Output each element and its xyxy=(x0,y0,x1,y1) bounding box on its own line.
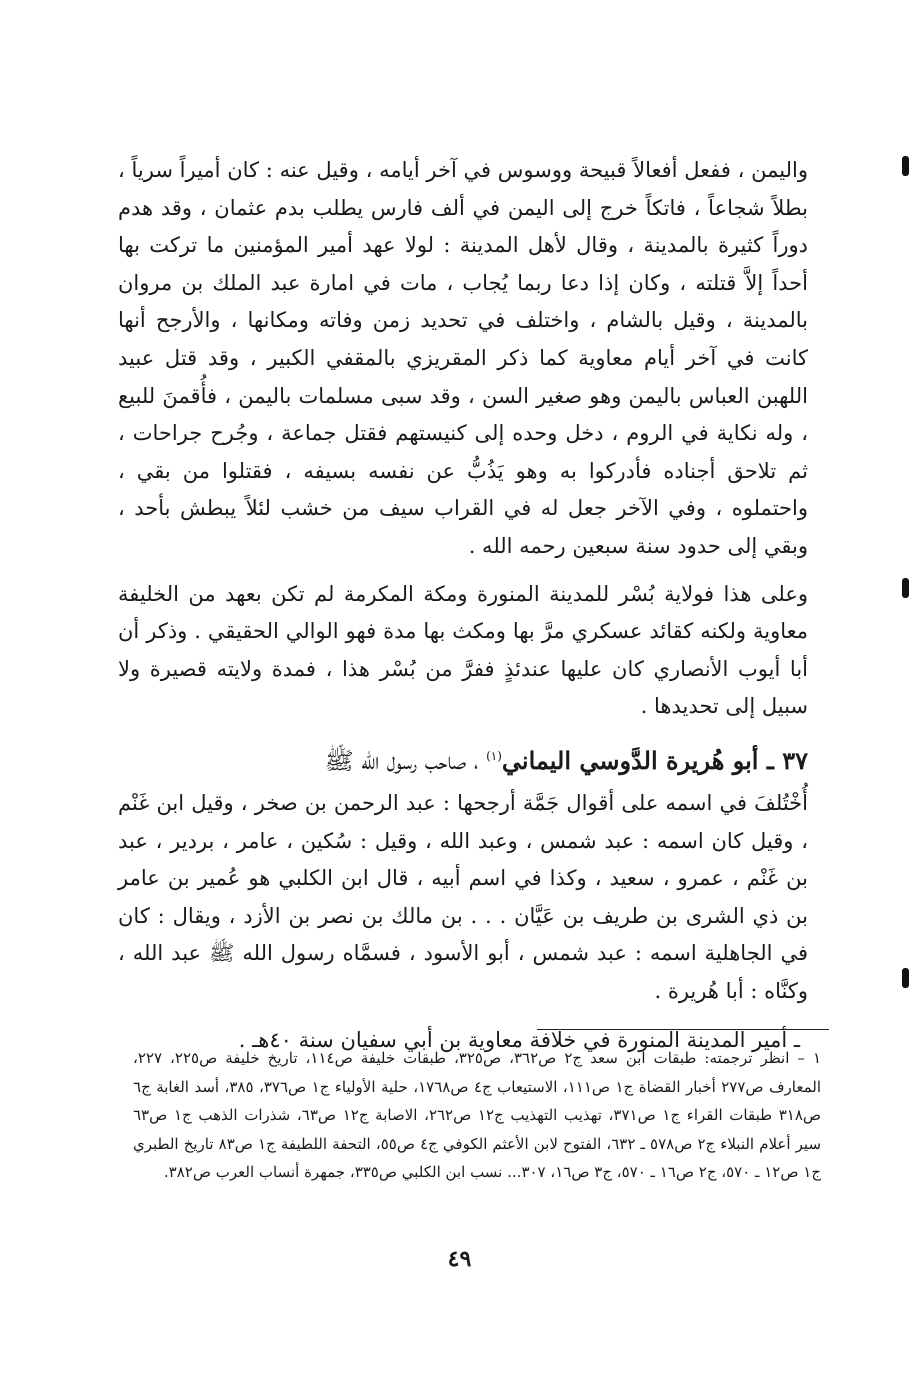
margin-mark xyxy=(902,578,909,598)
entry-subtitle: ، صاحب رسول الله ﷺ xyxy=(324,746,487,775)
page-number: ٤٩ xyxy=(447,1246,472,1272)
note-line: ـ أمير المدينة المنورة في خلافة معاوية بن أبي سفيان سنة ٤٠هـ . xyxy=(238,1028,800,1053)
entry-heading xyxy=(118,736,808,781)
margin-mark xyxy=(902,156,909,176)
paragraph: واليمن ، ففعل أفعالاً قبيحة ووسوس في آخر أيامه ، وقيل عنه : كان أميراً سرياً ، بطلاً شجاعاً ، فاتكاً خرج إلى اليمن في ألف فارس يطلب بدم عثمان ، وقد هدم دوراً كثيرة بالمدينة ، وقال لأهل المدينة : لولا عهد أمير المؤمنين ما تركت بها أحداً إلاَّ قتلته ، وكان إذا دعا ربما يُجاب ، مات في امارة عبد الملك بن مروان بالمدينة ، وقيل بالشام ، واختلف في تحديد زمن وفاته ومكانها ، والأرجح أنها كانت في آخر أيام معاوية كما ذكر المقريزي بالمقفي الكبير ، وقد قتل عبيد اللهبن العباس باليمن وهو صغير السن ، وقد سبى مسلمات باليمن ، فأُقمنَ للبيع ، وله نكاية في الروم ، دخل وحده إلى كنيستهم فقتل جماعة ، وجُرح جراحات ، ثم تلاحق أجناده فأدركوا به وهو يَذُبُّ عن نفسه بسيفه ، فقتلوا من بقي ، واحتملوه ، وفي الآخر جعل له في القراب سيف من خشب لئلاً يبطش بأحد ، وبقي إلى حدود سنة سبعين رحمه الله . xyxy=(118,158,808,558)
entry-title: ٣٧ ـ أبو هُريرة الدَّوسي اليماني xyxy=(501,745,808,775)
margin-mark xyxy=(902,968,909,988)
biography-paragraph: أُخْتُلفَ في اسمه على أقوال جَمَّة أرجحها : عبد الرحمن بن صخر ، وقيل ابن غَنْم ، وقيل كان اسمه : عبد شمس ، وعبد الله ، وقيل : سُكين ، عامر ، بردير ، عبد بن غَنْم ، عمرو ، سعيد ، وكذا في اسم أبيه ، قال ابن الكلبي هو عُمير بن عامر بن ذي الشرى بن طريف بن عَيَّان . . . بن مالك بن نصر بن الأزد ، ويقال : كان في الجاهلية اسمه : عبد شمس ، أبو الأسود ، فسمَّاه رسول الله ﷺ عبد الله ، وكنَّاه : أبا هُريرة . xyxy=(118,790,808,1003)
footnote: ١ – انظر ترجمته: طبقات ابن سعد ج٢ ص٣٦٢، ص٣٢٥، طبقات خليفة ص١١٤، تاريخ خليفة ص٢٢٥، ٢٢٧، المعارف ص٢٧٧ أخبار القضاة ج١ ص١١١، الاستيعاب ج٤ ص١٧٦٨، حلية الأولياء ج١ ص٣٧٦، ٣٨٥، أسد الغابة ج٦ ص٣١٨ طبقات القراء ج١ ص٣٧١، تهذيب التهذيب ج١٢ ص٢٦٢، الاصابة ج١٢ ص٦٣، شذرات الذهب ج١ ص٦٣ سير أعلام النبلاء ج٢ ص٥٧٨ ـ ٦٣٢، الفتوح لابن الأعثم الكوفي ج٤ ص٥٥، التحفة اللطيفة ج١ ص٨٣ تاريخ الطبري ج١ ص١٢ ـ ٥٧٠، ج٢ ص١٦ ـ ٥٧٠، ج٣ ص١٦، ٣٠٧... نسب ابن الكلبي ص٣٣٥، جمهرة أنساب العرب ص٣٨٢. xyxy=(133,1049,822,1181)
footnote-divider xyxy=(537,1029,829,1030)
page-body xyxy=(118,152,808,1060)
paragraph: وعلى هذا فولاية بُسْر للمدينة المنورة ومكة المكرمة لم تكن بعهد من الخليفة معاوية ولكنه كقائد عسكري مرَّ بها ومكث بها مدة فهو الوالي الحقيقي . وذكر أن أبا أيوب الأنصاري كان عليها عندئذٍ ففرَّ من بُسْر هذا ، فمدة ولايته قصيرة ولا سبيل إلى تحديدها . xyxy=(118,581,808,719)
footnote-reference: (١) xyxy=(486,748,502,763)
